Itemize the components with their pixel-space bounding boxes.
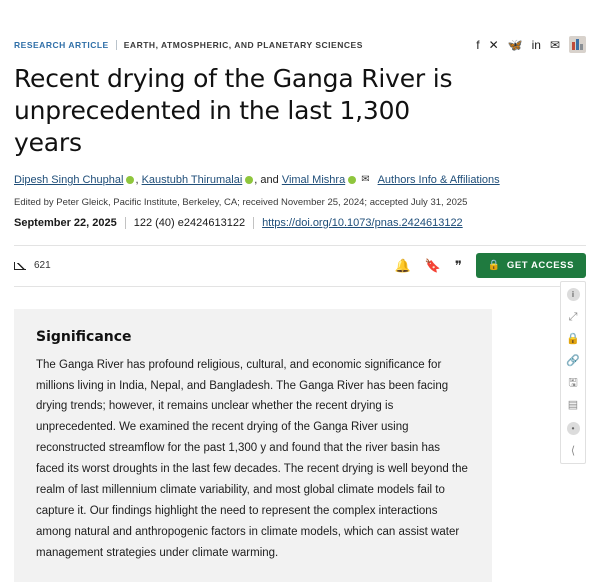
more-icon[interactable]: • (567, 422, 580, 435)
metrics-icon[interactable]: ⤢ (568, 311, 578, 323)
bell-icon[interactable]: 🔔 (394, 258, 411, 274)
author-link-2[interactable]: Kaustubh Thirumalai (141, 174, 243, 186)
action-buttons (394, 253, 586, 278)
doi-link[interactable]: https://doi.org/10.1073/pnas.2424613122 (262, 216, 463, 229)
publication-date: September 22, 2025 (14, 216, 117, 229)
author-link-1[interactable]: Dipesh Singh Chuphal (14, 174, 124, 186)
x-twitter-icon[interactable]: ✕ (488, 37, 499, 52)
bluesky-icon[interactable]: 🦋 (507, 37, 523, 52)
table-icon[interactable]: ▤ (567, 399, 579, 411)
edited-by-line: Edited by Peter Gleick, Pacific Institute, Berkeley, CA; received November 25, 2024; accepted July 31, 2025 (14, 196, 468, 208)
linkedin-icon[interactable]: in (531, 37, 541, 52)
article-action-bar (14, 245, 586, 287)
views-count: 621 (34, 260, 51, 272)
orcid-icon-1[interactable] (126, 176, 134, 184)
lock-icon[interactable]: 🔒 (566, 333, 580, 345)
authors-info-affiliations-link[interactable]: Authors Info & Affiliations (377, 174, 500, 186)
get-access-label: GET ACCESS (506, 260, 574, 272)
orcid-icon-2[interactable] (245, 176, 253, 184)
share-icon[interactable]: ⟨ (570, 445, 576, 457)
bookmark-icon[interactable]: 🔖 (424, 258, 441, 274)
significance-heading: Significance (36, 328, 132, 345)
email-icon[interactable]: ✉ (549, 37, 560, 52)
article-tools-rail (560, 281, 586, 464)
altmetric-bars (572, 39, 584, 50)
views-metric[interactable] (14, 260, 51, 271)
author-list (14, 172, 586, 190)
orcid-icon-3[interactable] (348, 176, 356, 184)
author-separator-1: , (135, 174, 142, 186)
trending-up-icon (14, 261, 28, 271)
quote-icon[interactable]: ❞ (454, 258, 462, 274)
kicker-divider (116, 40, 117, 50)
article-type-label[interactable]: RESEARCH ARTICLE (14, 39, 109, 50)
publication-row (14, 217, 586, 229)
pubrow-divider-1 (125, 217, 126, 229)
author-link-3[interactable]: Vimal Mishra (281, 174, 346, 186)
publication-citation: 122 (40) e2424613122 (133, 216, 246, 229)
facebook-icon[interactable]: f (476, 37, 480, 52)
save-icon[interactable]: 🖫 (568, 377, 578, 389)
page-title: Recent drying of the Ganga River is unprecedented in the last 1,300 years (14, 64, 453, 157)
author-separator-2: , and (254, 174, 282, 186)
doi-container (262, 217, 463, 229)
pubrow-divider-2 (253, 217, 254, 229)
get-access-button[interactable] (476, 253, 586, 278)
article-subject-label[interactable]: EARTH, ATMOSPHERIC, AND PLANETARY SCIENCES (123, 39, 363, 50)
altmetric-badge-icon[interactable] (569, 36, 586, 53)
lock-icon: 🔒 (487, 260, 501, 272)
info-icon[interactable]: i (567, 288, 580, 301)
corresponding-author-envelope-icon[interactable]: ✉ (361, 174, 370, 186)
link-icon[interactable]: 🔗 (566, 355, 580, 367)
share-icons (476, 36, 586, 53)
significance-body: The Ganga River has profound religious, cultural, and economic significance for millions living in India, Nepal, and Bangladesh. The Ganga River has been facing drying trends; however, it remains unclear whether the recent drying is unprecedented. We examined the recent drying of the Ganga River using reconstructed streamflow for the past 1,300 y and found that the river basin has faced its worst droughts in the last few decades. The recent drying is well beyond the realm of last millennium climate variability, and most global climate models fail to capture it. Our findings highlight the need to represent the complex interactions among natural and anthropogenic factors in climate models, which can assist water management strategies under climate warming. (36, 358, 468, 559)
article-header (14, 0, 586, 53)
article-kicker (14, 40, 363, 50)
significance-panel (14, 309, 492, 582)
